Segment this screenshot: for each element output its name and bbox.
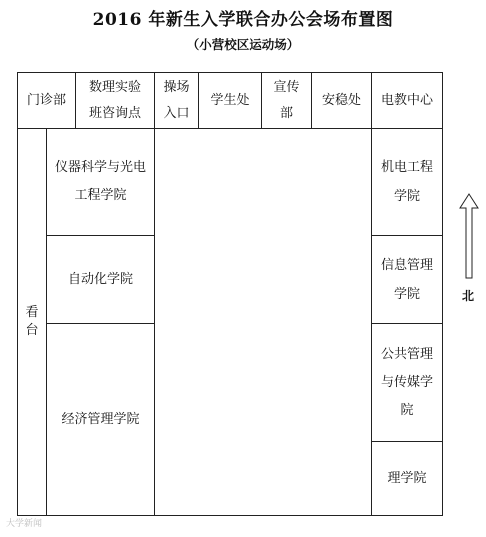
left-college-economics [46, 323, 155, 516]
stand-cell [17, 128, 47, 516]
left-college-optics [46, 128, 155, 236]
top-cell-label: 宣传部 [273, 79, 300, 121]
right-college-label: 理学院 [387, 470, 427, 486]
right-college-public-admin [371, 323, 443, 442]
top-cell-label: 数理实验班咨询点 [88, 79, 141, 121]
field-area [154, 128, 372, 516]
diagram-title: 2016 年新生入学联合办公会场布置图 [92, 10, 394, 30]
left-college-label: 经济管理学院 [61, 411, 140, 427]
left-college-automation [46, 235, 155, 324]
top-cell-av-center [371, 72, 443, 129]
top-cell-science-class [75, 72, 155, 129]
top-cell-label: 门诊部 [26, 92, 66, 108]
right-college-label: 信息管理学院 [380, 257, 433, 302]
top-cell-label: 安稳处 [321, 92, 361, 108]
stand-label: 看台 [25, 305, 39, 338]
top-cell-student-affairs [198, 72, 262, 129]
top-cell-publicity [261, 72, 312, 129]
left-college-label: 仪器科学与光电工程学院 [54, 160, 146, 203]
top-cell-security [311, 72, 372, 129]
diagram-subtitle: （小营校区运动场） [186, 37, 300, 52]
top-cell-label: 学生处 [210, 92, 250, 108]
left-college-label: 自动化学院 [67, 271, 133, 287]
top-cell-clinic [17, 72, 76, 129]
right-college-info-management [371, 235, 443, 324]
north-label: 北 [462, 289, 475, 303]
right-college-mechatronics [371, 128, 443, 236]
right-college-science [371, 441, 443, 516]
top-cell-entrance [154, 72, 199, 129]
watermark: 大学新闻 [6, 519, 43, 529]
top-cell-label: 电教中心 [380, 92, 433, 108]
right-college-label: 机电工程学院 [380, 160, 433, 204]
right-college-label: 公共管理与传媒学院 [380, 346, 433, 418]
top-cell-label: 操场入口 [163, 79, 190, 121]
north-arrow-icon [459, 192, 479, 280]
